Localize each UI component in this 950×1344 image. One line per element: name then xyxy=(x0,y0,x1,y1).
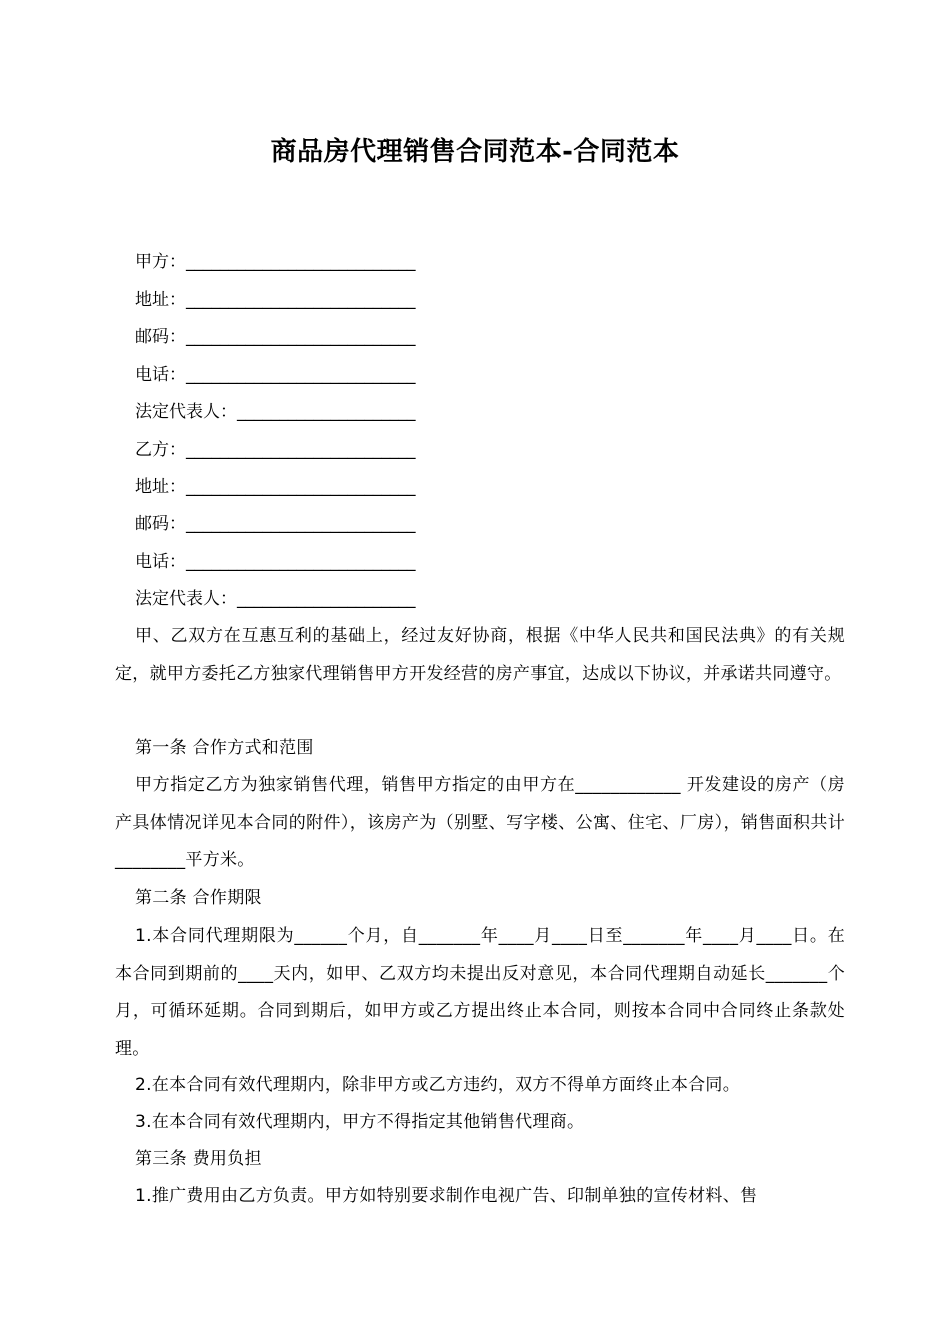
party-b-postcode-field: 邮码：___________________________ xyxy=(135,514,416,534)
party-a-phone-field: 电话：___________________________ xyxy=(135,365,416,385)
article-1-heading: 第一条 合作方式和范围 xyxy=(135,738,314,758)
article-2-item-1: 1.本合同代理期限为______个月，自_______年____月____日至_______年____月____日。在本合同到期前的____天内，如甲、乙双方均未提出反对意见，本合同代理期自动延长_______个月，可循环延期。合同到期后，如甲方或乙方提出终止本合同，则按本合同中合同终止条款处理。 xyxy=(115,926,845,1059)
article-1-body: 甲方指定乙方为独家销售代理，销售甲方指定的由甲方在____________ 开发建设的房产（房产具体情况详见本合同的附件），该房产为（别墅、写字楼、公寓、住宅、厂房），销售面积共计________平方米。 xyxy=(115,775,845,870)
party-a-name-field: 甲方：___________________________ xyxy=(135,252,416,272)
article-2-heading: 第二条 合作期限 xyxy=(135,888,262,908)
intro-paragraph: 甲、乙双方在互惠互利的基础上，经过友好协商，根据《中华人民共和国民法典》的有关规定，就甲方委托乙方独家代理销售甲方开发经营的房产事宜，达成以下协议，并承诺共同遵守。 xyxy=(115,626,845,684)
party-a-legal-rep-field: 法定代表人：_____________________ xyxy=(135,402,416,422)
article-3-item-1: 1.推广费用由乙方负责。甲方如特别要求制作电视广告、印制单独的宣传材料、售 xyxy=(135,1186,758,1206)
party-b-name-field: 乙方：___________________________ xyxy=(135,440,416,460)
document-title: 商品房代理销售合同范本-合同范本 xyxy=(270,137,680,167)
party-a-postcode-field: 邮码：___________________________ xyxy=(135,327,416,347)
party-b-address-field: 地址：___________________________ xyxy=(135,477,416,497)
party-a-address-field: 地址：___________________________ xyxy=(135,290,416,310)
party-b-phone-field: 电话：___________________________ xyxy=(135,552,416,572)
article-2-item-3: 3.在本合同有效代理期内，甲方不得指定其他销售代理商。 xyxy=(135,1112,585,1132)
party-b-legal-rep-field: 法定代表人：_____________________ xyxy=(135,589,416,609)
article-2-item-2: 2.在本合同有效代理期内，除非甲方或乙方违约，双方不得单方面终止本合同。 xyxy=(135,1075,741,1095)
article-3-heading: 第三条 费用负担 xyxy=(135,1149,262,1169)
